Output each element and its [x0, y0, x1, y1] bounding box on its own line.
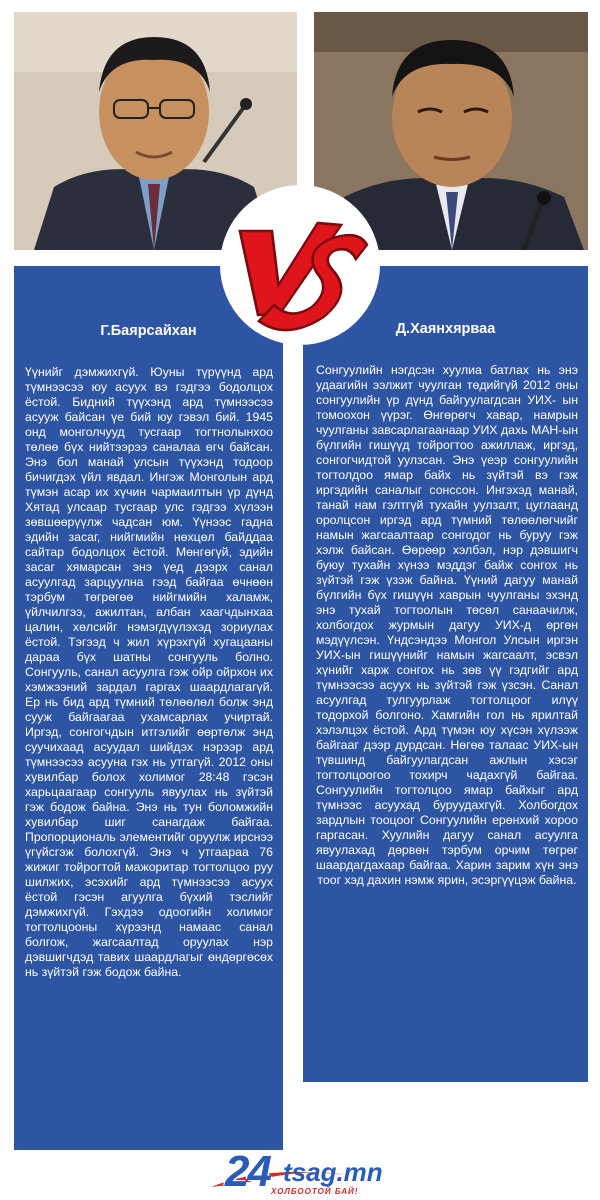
logo-number: 24 [225, 1147, 270, 1196]
left-statement: Үүнийг дэмжихгүй. Юуны түрүүнд ард түмнээсээ юу асуух вэ гэдгээ бодолцох ёстой. Бидний түүхэнд ард түмнээсээ асууж байсан үе бий юу гэвэл бий. 1945 онд монголчууд тусгаар тогтнолынхоо төлөө бүх нийтээрээ саналаа өгч байсан. Энэ бол манай улсын түүхэнд тодоор бичигдэх үйл явдал. Ингэж Монголын ард түмэн асар их хүчин чармаилтын үр дүнд Хятад улсаар тусгаар улс гэдгээ хүлээн зөвшөөрүүлж чадсан юм. Үүнээс гадна эдийн засаг, нийгмийн нөхцөл байддаа сайтар бодолцох ёстой. Мөнгөгүй, эдийн засаг хямарсан энэ үед дээрх санал асуулгад зарцуулна гээд байгаа өчнөөн тэрбум төгрөгөө нийгмийн халамж, үйлчилгээ, ажилтан, албан хаагчдынхаа цалин, хөлсийг нэмэгдүүлэхэд зориулах ёстой. Тэгээд ч жил хүрэхгүй хугацааны дараа бүх шатны сонгууль болно. Сонгууль, санал асуулга гэж ойр ойрхон их хэмжээний зардал гаргах шаардлагагүй. Ер нь бид ард түмний төлөөлөл болж энд сууж байгаагаа ухамсарлах учиртай. Иргэд, сонгогчдын итгэлийг өөртөлж энд суучихаад асуудал шийдэх нэрээр ард түмнээсээ асууна гэх нь утгагүй. 2012 оны хувилбар болох холимог 28:48 гэсэн харьцаагаар сонгууль явуулах нь зүйтэй гэж бодож байна. Энэ нь тун боломжийн хувилбар шиг санагдаж байгаа. Пропорциональ элементийг оруулж ирснээ үгүйсгэж болохгүй. Энэ ч утгаараа 76 жижиг тойрогтой мажоритар тогтолцоо руу шилжих, эсэхийг ард түмнээсээ асуух ёстой гэсэн агуулга бүхий тэслийг дэмжихгүй. Гэхдээ одоогийн холимог тогтолцооны хүрээнд намаас санал болгож, жагсаалтад оруулах нэр дэвшигчдэд тавих шаардлагыг өндөргөсөх нь зүйтэй гэж бодож байна. [25, 365, 273, 979]
left-speaker-name: Г.Баярсайхан [100, 323, 197, 339]
logo-site-name: tsag.mn [283, 1157, 383, 1187]
logo-tagline: ХОЛБООТОЙ БАЙ! [271, 1187, 359, 1196]
site-logo[interactable] [205, 1145, 395, 1200]
right-statement: Сонгуулийн нэгдсэн хуулиа батлах нь энэ удаагийн ээлжит чуулган төдийгүй 2012 оны сонгуулийн үр дүнд байгуулагдсан УИХ- ын томоохон үүрэг. Өнгөрөгч хавар, намрын чуулганы завсарлагаанаар УИХ дахь МАН-ын бүлгийн гишүүд тойрогтоо ажиллаж, иргэд, сонгогчидтой уулзсан. Энэ үеэр сонгуулийн тогтолдоо ямар байх нь зүйтэй вэ гэж иргэдийн саналыг сонссон. Ингэхэд манай, танай нам гэлтгүй тухайн уулзалт, цуглаанд оролцсон иргэд ард түмний төлөөлөгчийг намын жагсаалтаар сонгодог нь буруу гэж хэлж байсан. Өөрөөр хэлбэл, нэр дэвшигч буюу тухайн хүнээ мэддэг байж сонгох нь зүйтэй гэж үзэж байна. Үүний дагуу манай бүлгийн бүх гишүүн хаврын чуулганы эхэнд энэ тухай тогтоолын төсөл санаачилж, холбогдох журмын дагуу УИХ-д өргөн мэдүүлсэн. Үндсэндээ Монгол Улсын иргэн УИХ-ын гишүүнийг намын жагсаалт, эсвэл хүнийг харж сонгох нь зөв үү гэдгийг ард түмнээсээ асуух нь зүйтэй гэж үзсэн. Санал асуулгад тулгуурлаж тогтолцоог илүү тодорхой болгоно. Хамгийн гол нь ярилтай хэлэлцэх ёстой. Ард түмэн юу хүсэн хүлээж байгааг дээр дурдсан. Нөгөө талаас УИХ-ын түвшинд байгуулагдсан ажлын хэсэг тогтолцоогоо тохирч чадахгүй байгаа. Сонгуулийн тогтолцоо ямар байхыг ард түмнээс асуухад буруудахгүй. Холбогдох зардлын тооцоог Сонгуулийн ерөнхий хороо гаргасан. Хуулийн дагуу санал асуулга явуулахад дөрвөн тэрбум орчим төгрөг шаардагдахаар байгаа. Харин зарим хүн энэ тоог хэд дахин нэмж ярин, эсэргүүцэж байна. [316, 363, 578, 887]
right-speaker-name: Д.Хаянхярваа [395, 321, 496, 337]
